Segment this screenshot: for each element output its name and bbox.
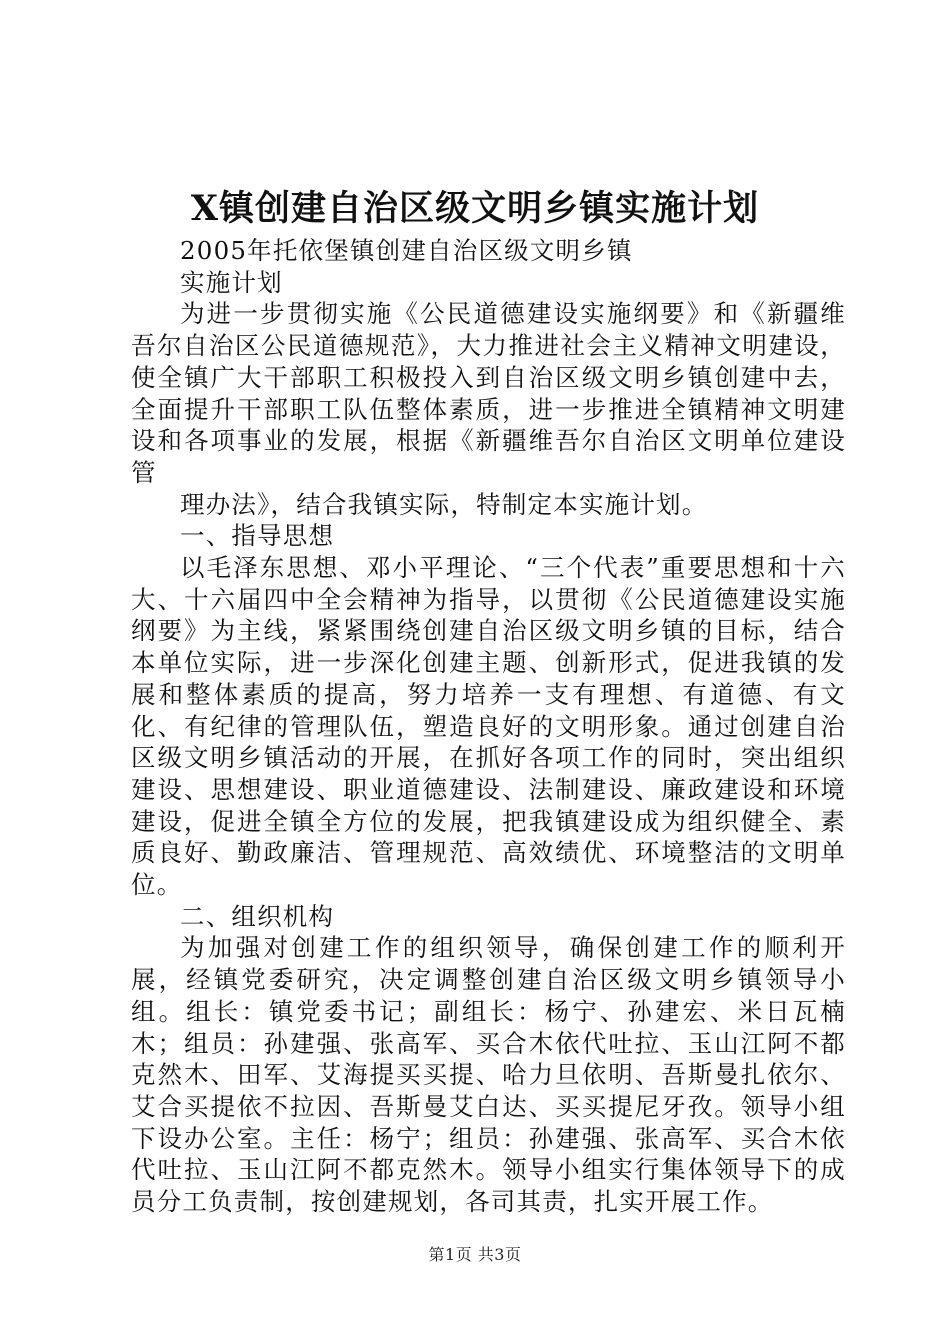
section-heading-organization: 二、组织机构 (180, 901, 335, 931)
paragraph-organization: 为加强对创建工作的组织领导，确保创建工作的顺利开展，经镇党委研究，决定调整创建自治区级文明乡镇领导小组。组长：镇党委书记；副组长：杨宁、孙建宏、米日瓦楠木；组员：孙建强、张高军、买合木依代吐拉、玉山江阿不都克然木、田军、艾海提买买提、哈力旦依明、吾斯曼扎依尔、艾合买提依不拉因、吾斯曼艾白达、买买提尼牙孜。领导小组下设办公室。主任：杨宁；组员：孙建强、张高军、买合木依代吐拉、玉山江阿不都克然木。领导小组实行集体领导下的成员分工负责制，按创建规划，各司其责，扎实开展工作。 (131, 933, 846, 1217)
subtitle-line-1: 2005年托依堡镇创建自治区级文明乡镇 (180, 236, 633, 265)
document-title: X镇创建自治区级文明乡镇实施计划 (190, 188, 760, 229)
paragraph-intro-continued: 理办法》，结合我镇实际，特制定本实施计划。 (180, 489, 708, 519)
paragraph-guiding-ideology: 以毛泽东思想、邓小平理论、“三个代表”重要思想和十六大、十六届四中全会精神为指导，以贯彻《公民道德建设实施纲要》为主线，紧紧围绕创建自治区级文明乡镇的目标，结合本单位实际，进一步深化创建主题、创新形式，促进我镇的发展和整体素质的提高，努力培养一支有理想、有道德、有文化、有纪律的管理队伍，塑造良好的文明形象。通过创建自治区级文明乡镇活动的开展，在抓好各项工作的同时，突出组织建设、思想建设、职业道德建设、法制建设、廉政建设和环境建设，促进全镇全方位的发展，把我镇建设成为组织健全、素质良好、勤政廉洁、管理规范、高效绩优、环境整洁的文明单位。 (131, 553, 846, 900)
subtitle-line-2: 实施计划 (180, 267, 283, 297)
section-heading-guiding-ideology: 一、指导思想 (180, 521, 335, 551)
paragraph-intro: 为进一步贯彻实施《公民道德建设实施纲要》和《新疆维吾尔自治区公民道德规范》，大力推进社会主义精神文明建设，使全镇广大干部职工积极投入到自治区级文明乡镇创建中去，全面提升干部职工队伍整体素质，进一步推进全镇精神文明建设和各项事业的发展，根据《新疆维吾尔自治区文明单位建设管 (131, 299, 846, 487)
document-body (131, 235, 846, 1218)
page-number-footer: 第1页 共3页 (428, 1245, 522, 1264)
